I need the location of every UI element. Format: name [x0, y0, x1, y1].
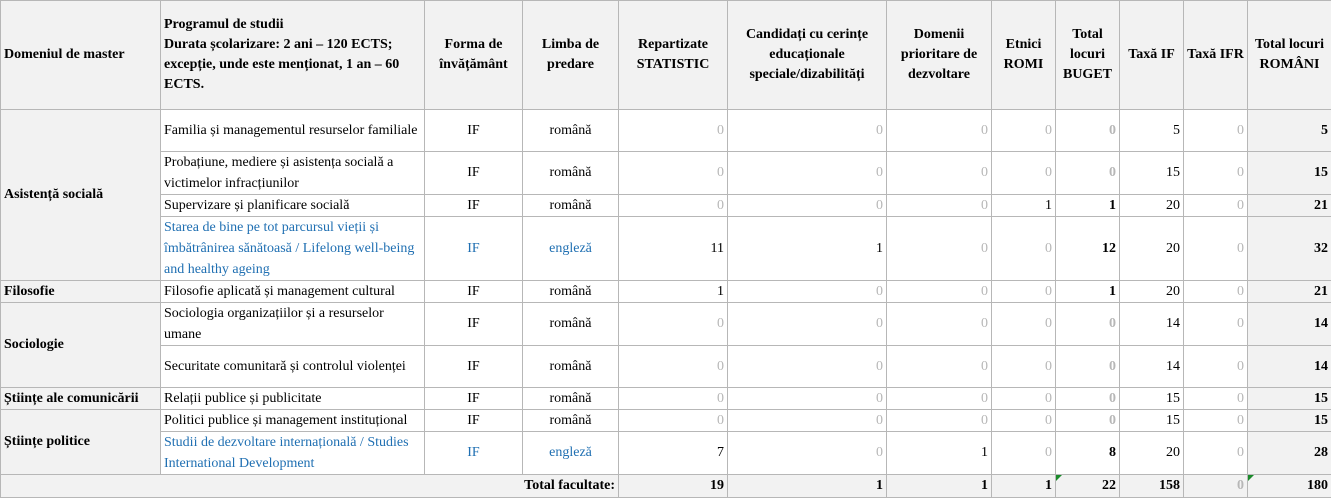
total-repartizate: 19	[619, 475, 728, 498]
total-cell: 15	[1248, 388, 1331, 410]
cerinte-cell: 0	[728, 432, 887, 475]
taxa-ifr-cell: 0	[1184, 195, 1248, 217]
repartizate-cell: 0	[619, 410, 728, 432]
total-buget: 22	[1056, 475, 1120, 498]
repartizate-cell: 1	[619, 281, 728, 303]
total-cell: 15	[1248, 410, 1331, 432]
taxa-if-cell: 15	[1120, 388, 1184, 410]
domenii-cell: 0	[887, 110, 992, 152]
forma-cell: IF	[425, 152, 523, 195]
header-program-duration: Durata școlarizare: 2 ani – 120 ECTS; excepție, unde este menționat, 1 an – 60 ECTS.	[164, 37, 399, 92]
limba-cell: română	[523, 195, 619, 217]
forma-cell: IF	[425, 217, 523, 281]
total-cell: 15	[1248, 152, 1331, 195]
repartizate-cell: 11	[619, 217, 728, 281]
total-etnici: 1	[992, 475, 1056, 498]
table-row	[1, 195, 1331, 217]
forma-cell: IF	[425, 110, 523, 152]
forma-cell: IF	[425, 410, 523, 432]
taxa-if-cell: 14	[1120, 303, 1184, 346]
taxa-if-cell: 20	[1120, 281, 1184, 303]
buget-cell: 1	[1056, 195, 1120, 217]
buget-cell: 12	[1056, 217, 1120, 281]
limba-cell: română	[523, 281, 619, 303]
taxa-if-cell: 5	[1120, 110, 1184, 152]
domenii-cell: 0	[887, 410, 992, 432]
domain-stiinte-comunicarii: Științe ale comunicării	[1, 388, 161, 410]
domain-filosofie: Filosofie	[1, 281, 161, 303]
total-cell: 14	[1248, 346, 1331, 388]
taxa-if-cell: 15	[1120, 410, 1184, 432]
etnici-cell: 0	[992, 281, 1056, 303]
taxa-if-cell: 20	[1120, 195, 1184, 217]
table-row	[1, 410, 1331, 432]
etnici-cell: 0	[992, 432, 1056, 475]
taxa-ifr-cell: 0	[1184, 152, 1248, 195]
repartizate-cell: 0	[619, 110, 728, 152]
cerinte-cell: 0	[728, 152, 887, 195]
cerinte-cell: 1	[728, 217, 887, 281]
domenii-cell: 0	[887, 217, 992, 281]
limba-cell: română	[523, 388, 619, 410]
domenii-cell: 0	[887, 281, 992, 303]
taxa-ifr-cell: 0	[1184, 432, 1248, 475]
domenii-cell: 1	[887, 432, 992, 475]
limba-cell: română	[523, 410, 619, 432]
domenii-cell: 0	[887, 303, 992, 346]
header-etnici: Etnici ROMI	[992, 1, 1056, 110]
cerinte-cell: 0	[728, 410, 887, 432]
taxa-ifr-cell: 0	[1184, 346, 1248, 388]
repartizate-cell: 7	[619, 432, 728, 475]
program-cell: Relații publice și publicitate	[161, 388, 425, 410]
limba-cell: engleză	[523, 432, 619, 475]
forma-cell: IF	[425, 388, 523, 410]
taxa-if-cell: 20	[1120, 217, 1184, 281]
header-cerinte: Candidați cu cerințe educaționale speciale/dizabilități	[728, 1, 887, 110]
cerinte-cell: 0	[728, 346, 887, 388]
domain-sociologie: Sociologie	[1, 303, 161, 388]
buget-cell: 8	[1056, 432, 1120, 475]
totals-row	[1, 475, 1331, 498]
table-row	[1, 388, 1331, 410]
program-cell: Probațiune, mediere și asistența socială a victimelor infracțiunilor	[161, 152, 425, 195]
total-taxa-ifr: 0	[1184, 475, 1248, 498]
repartizate-cell: 0	[619, 152, 728, 195]
taxa-ifr-cell: 0	[1184, 303, 1248, 346]
etnici-cell: 0	[992, 110, 1056, 152]
etnici-cell: 0	[992, 152, 1056, 195]
header-domain: Domeniul de master	[1, 1, 161, 110]
header-total-romani: Total locuri ROMÂNI	[1248, 1, 1331, 110]
limba-cell: engleză	[523, 217, 619, 281]
cerinte-cell: 0	[728, 110, 887, 152]
limba-cell: română	[523, 303, 619, 346]
header-domenii: Domenii prioritare de dezvoltare	[887, 1, 992, 110]
total-cell: 5	[1248, 110, 1331, 152]
buget-cell: 0	[1056, 152, 1120, 195]
totals-label: Total facultate:	[1, 475, 619, 498]
program-cell: Sociologia organizațiilor și a resurselor umane	[161, 303, 425, 346]
domenii-cell: 0	[887, 152, 992, 195]
table-row	[1, 281, 1331, 303]
forma-cell: IF	[425, 432, 523, 475]
forma-cell: IF	[425, 303, 523, 346]
taxa-if-cell: 15	[1120, 152, 1184, 195]
total-cell: 32	[1248, 217, 1331, 281]
table-row	[1, 346, 1331, 388]
etnici-cell: 0	[992, 303, 1056, 346]
taxa-ifr-cell: 0	[1184, 281, 1248, 303]
program-cell: Familia și managementul resurselor familiale	[161, 110, 425, 152]
header-program	[161, 1, 425, 110]
etnici-cell: 0	[992, 217, 1056, 281]
header-forma: Forma de învățământ	[425, 1, 523, 110]
etnici-cell: 0	[992, 346, 1056, 388]
program-cell: Supervizare și planificare socială	[161, 195, 425, 217]
buget-cell: 0	[1056, 388, 1120, 410]
buget-cell: 0	[1056, 346, 1120, 388]
total-cell: 21	[1248, 281, 1331, 303]
header-program-title: Programul de studii	[164, 17, 284, 32]
header-limba: Limba de predare	[523, 1, 619, 110]
cerinte-cell: 0	[728, 281, 887, 303]
taxa-if-cell: 20	[1120, 432, 1184, 475]
taxa-if-cell: 14	[1120, 346, 1184, 388]
total-domenii: 1	[887, 475, 992, 498]
table-row	[1, 110, 1331, 152]
cerinte-cell: 0	[728, 388, 887, 410]
total-cerinte: 1	[728, 475, 887, 498]
domenii-cell: 0	[887, 388, 992, 410]
repartizate-cell: 0	[619, 346, 728, 388]
total-cell: 21	[1248, 195, 1331, 217]
buget-cell: 0	[1056, 110, 1120, 152]
header-row	[1, 1, 1331, 110]
total-cell: 14	[1248, 303, 1331, 346]
etnici-cell: 0	[992, 410, 1056, 432]
buget-cell: 0	[1056, 410, 1120, 432]
forma-cell: IF	[425, 346, 523, 388]
header-taxa-ifr: Taxă IFR	[1184, 1, 1248, 110]
domenii-cell: 0	[887, 195, 992, 217]
program-cell: Politici publice și management instituțional	[161, 410, 425, 432]
taxa-ifr-cell: 0	[1184, 388, 1248, 410]
header-repartizate: Repartizate STATISTIC	[619, 1, 728, 110]
taxa-ifr-cell: 0	[1184, 110, 1248, 152]
table-row	[1, 152, 1331, 195]
total-romani: 180	[1248, 475, 1331, 498]
limba-cell: română	[523, 152, 619, 195]
table-row	[1, 217, 1331, 281]
program-cell: Filosofie aplicată și management cultural	[161, 281, 425, 303]
taxa-ifr-cell: 0	[1184, 217, 1248, 281]
program-cell: Studii de dezvoltare internațională / Studies International Development	[161, 432, 425, 475]
program-cell: Securitate comunitară și controlul violenței	[161, 346, 425, 388]
cerinte-cell: 0	[728, 195, 887, 217]
domenii-cell: 0	[887, 346, 992, 388]
header-taxa-if: Taxă IF	[1120, 1, 1184, 110]
forma-cell: IF	[425, 195, 523, 217]
etnici-cell: 0	[992, 388, 1056, 410]
buget-cell: 1	[1056, 281, 1120, 303]
table-row	[1, 432, 1331, 475]
cerinte-cell: 0	[728, 303, 887, 346]
forma-cell: IF	[425, 281, 523, 303]
domain-stiinte-politice: Științe politice	[1, 410, 161, 475]
repartizate-cell: 0	[619, 195, 728, 217]
domain-asistenta-sociala: Asistență socială	[1, 110, 161, 281]
header-total-buget: Total locuri BUGET	[1056, 1, 1120, 110]
buget-cell: 0	[1056, 303, 1120, 346]
repartizate-cell: 0	[619, 388, 728, 410]
total-taxa-if: 158	[1120, 475, 1184, 498]
total-cell: 28	[1248, 432, 1331, 475]
repartizate-cell: 0	[619, 303, 728, 346]
limba-cell: română	[523, 346, 619, 388]
taxa-ifr-cell: 0	[1184, 410, 1248, 432]
table-row	[1, 303, 1331, 346]
limba-cell: română	[523, 110, 619, 152]
etnici-cell: 1	[992, 195, 1056, 217]
program-cell: Starea de bine pe tot parcursul vieții și îmbătrânirea sănătoasă / Lifelong well-being and healthy ageing	[161, 217, 425, 281]
